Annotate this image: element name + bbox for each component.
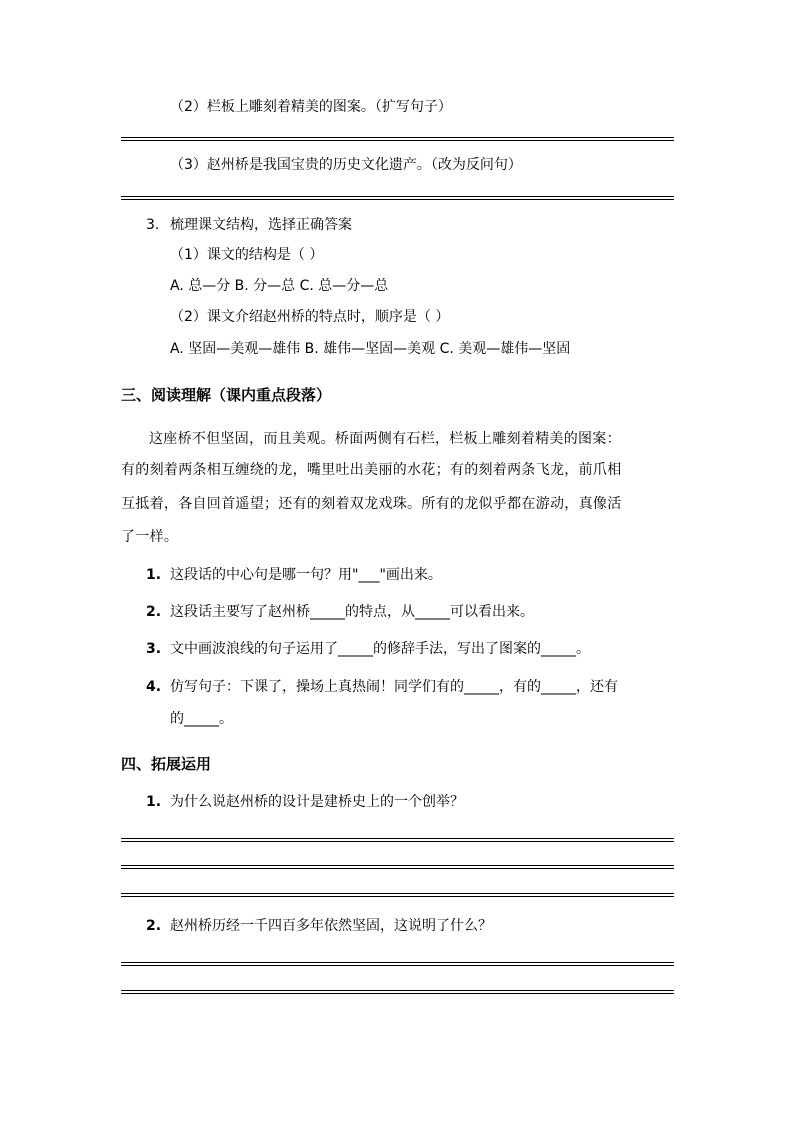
answer-line[interactable] [121,990,674,994]
question-text-continuation: 的_____。 [170,711,233,727]
answer-line[interactable] [121,137,674,141]
question-number: 2. [146,604,162,620]
q3-sub1-options: A. 总—分 B. 分—总 C. 总—分—总 [170,278,389,294]
answer-line[interactable] [121,838,674,842]
answer-line[interactable] [121,865,674,869]
question-number: 1. [146,794,162,810]
passage-line: 互抵着，各自回首遥望；还有的刻着双龙戏珠。所有的龙似乎都在游动，真像活 [121,496,622,512]
question-text: 这段话的中心句是哪一句？用"___"画出来。 [170,567,442,583]
question-number: 4. [146,679,162,695]
section-heading-reading: 三、阅读理解（课内重点段落） [121,386,332,404]
question-number: 1. [146,567,162,583]
question-text: 赵州桥历经一千四百多年依然坚固，这说明了什么？ [170,918,492,934]
answer-line[interactable] [121,962,674,966]
q3-sub2-options: A. 坚固—美观—雄伟 B. 雄伟—坚固—美观 C. 美观—雄伟—坚固 [170,341,571,357]
question-number: 3. [146,217,160,233]
answer-line[interactable] [121,893,674,897]
q2-sub3-text: （3）赵州桥是我国宝贵的历史文化遗产。（改为反问句） [170,157,522,173]
passage-line: 了一样。 [121,529,179,545]
question-number: 3. [146,641,162,657]
question-number: 2. [146,918,162,934]
passage-line: 这座桥不但坚固，而且美观。桥面两侧有石栏，栏板上雕刻着精美的图案： [149,431,621,447]
answer-line[interactable] [121,196,674,200]
q3-sub2-text: （2）课文介绍赵州桥的特点时，顺序是（ ） [170,309,450,325]
q3-sub1-text: （1）课文的结构是（ ） [170,247,324,263]
question-text: 梳理课文结构，选择正确答案 [170,217,352,233]
q2-sub2-text: （2）栏板上雕刻着精美的图案。（扩写句子） [170,99,452,115]
question-text: 为什么说赵州桥的设计是建桥史上的一个创举？ [170,794,464,810]
question-text: 仿写句子：下课了，操场上真热闹！同学们有的_____，有的_____，还有 [170,679,618,695]
question-text: 文中画波浪线的句子运用了_____的修辞手法，写出了图案的_____。 [170,641,590,657]
section-heading-extension: 四、拓展运用 [121,755,212,773]
passage-line: 有的刻着两条相互缠绕的龙，嘴里吐出美丽的水花；有的刻着两条飞龙，前爪相 [121,462,622,478]
question-text: 这段话主要写了赵州桥_____的特点，从_____可以看出来。 [170,604,534,620]
